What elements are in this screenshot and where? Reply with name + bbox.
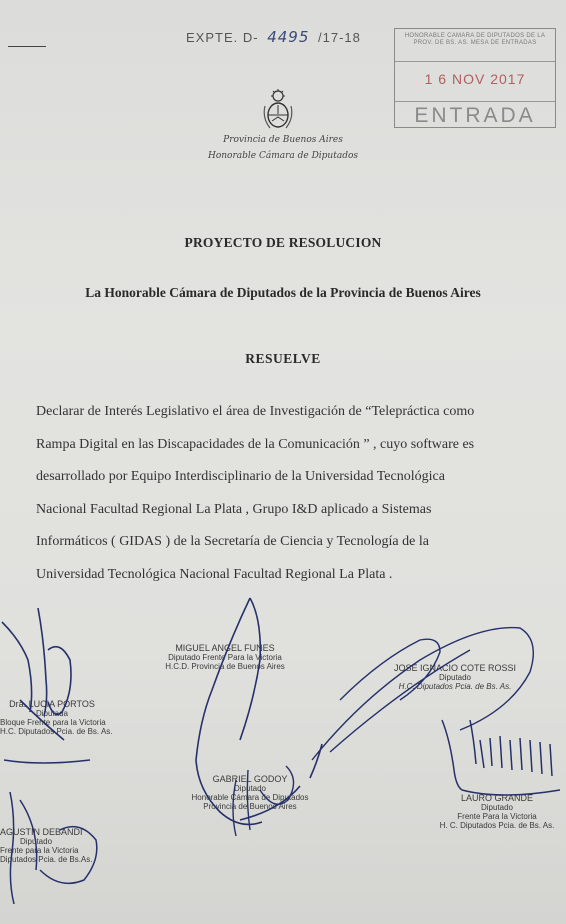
entry-stamp [394,28,556,128]
expte-suffix: /17-18 [318,30,361,45]
signature-scribble-grande [442,720,560,795]
body-line: Informáticos ( GIDAS ) de la Secretaría de Ciencia y Tecnología de la [36,534,429,549]
body-line: desarrollado por Equipo Interdisciplinario de la Universidad Tecnológica [36,469,445,484]
signature-stamp-grande: LAURO GRANDE Diputado Frente Para la Victoria H. C. Diputados Pcia. de Bs. As. [439,793,555,830]
letterhead [0,132,566,164]
body-line: Universidad Tecnológica Nacional Facultad Regional La Plata . [36,566,393,582]
document-title: PROYECTO DE RESOLUCION [184,235,382,250]
signature-stamp-godoy: GABRIEL GODOY Diputado Honorable Cámara de Diputados Provincia de Buenos Aires [191,774,309,811]
signature-stamp-debandi: AGUSTIN DEBANDI Diputado Frente para la Victoria Diputados Pcia. de Bs.As. [0,827,93,864]
stamp-institution: HONORABLE CAMARA DE DIPUTADOS DE LA PROV. DE BS. AS. MESA DE ENTRADAS [404,33,546,46]
signature-scribble-portos [2,608,90,763]
coat-of-arms-icon [260,88,296,132]
signature-stamp-portos: Dra. LUCIA PORTOS Diputada Bloque Frente para la Victoria H.C. Diputados Pcia. de Bs. As. [0,699,113,736]
chamber-heading: La Honorable Cámara de Diputados de la Provincia de Buenos Aires [85,285,481,300]
stamp-date: 1 6 NOV 2017 [424,71,526,87]
body-line: Nacional Facultad Regional La Plata , Grupo I&D aplicado a Sistemas [36,501,432,517]
header-rule [8,46,46,47]
body-line: Declarar de Interés Legislativo el área de Investigación de “Telepráctica como [36,404,475,419]
stamp-label: ENTRADA [414,104,536,127]
letterhead-chamber: Honorable Cámara de Diputados [207,151,359,161]
signature-stamp-funes: MIGUEL ANGEL FUNES Diputado Frente Para la Victoria H.C.D. Provincia de Buenos Aires [165,643,285,671]
signature-scribble-cote-rossi [312,628,533,760]
resolves-heading: RESUELVE [245,351,321,366]
resolution-body [36,396,526,591]
signature-stamp-cote-rossi: JOSE IGNACIO COTE ROSSI Diputado H.C. Diputados Pcia. de Bs. As. [393,663,517,691]
expte-prefix: EXPTE. D- [186,30,259,45]
expte-number: 4495 [267,28,310,46]
letterhead-province: Provincia de Buenos Aires [223,135,343,145]
expediente-number [186,28,361,46]
body-line: Rampa Digital en las Discapacidades de la Comunicación ” , cuyo software es [36,436,475,452]
